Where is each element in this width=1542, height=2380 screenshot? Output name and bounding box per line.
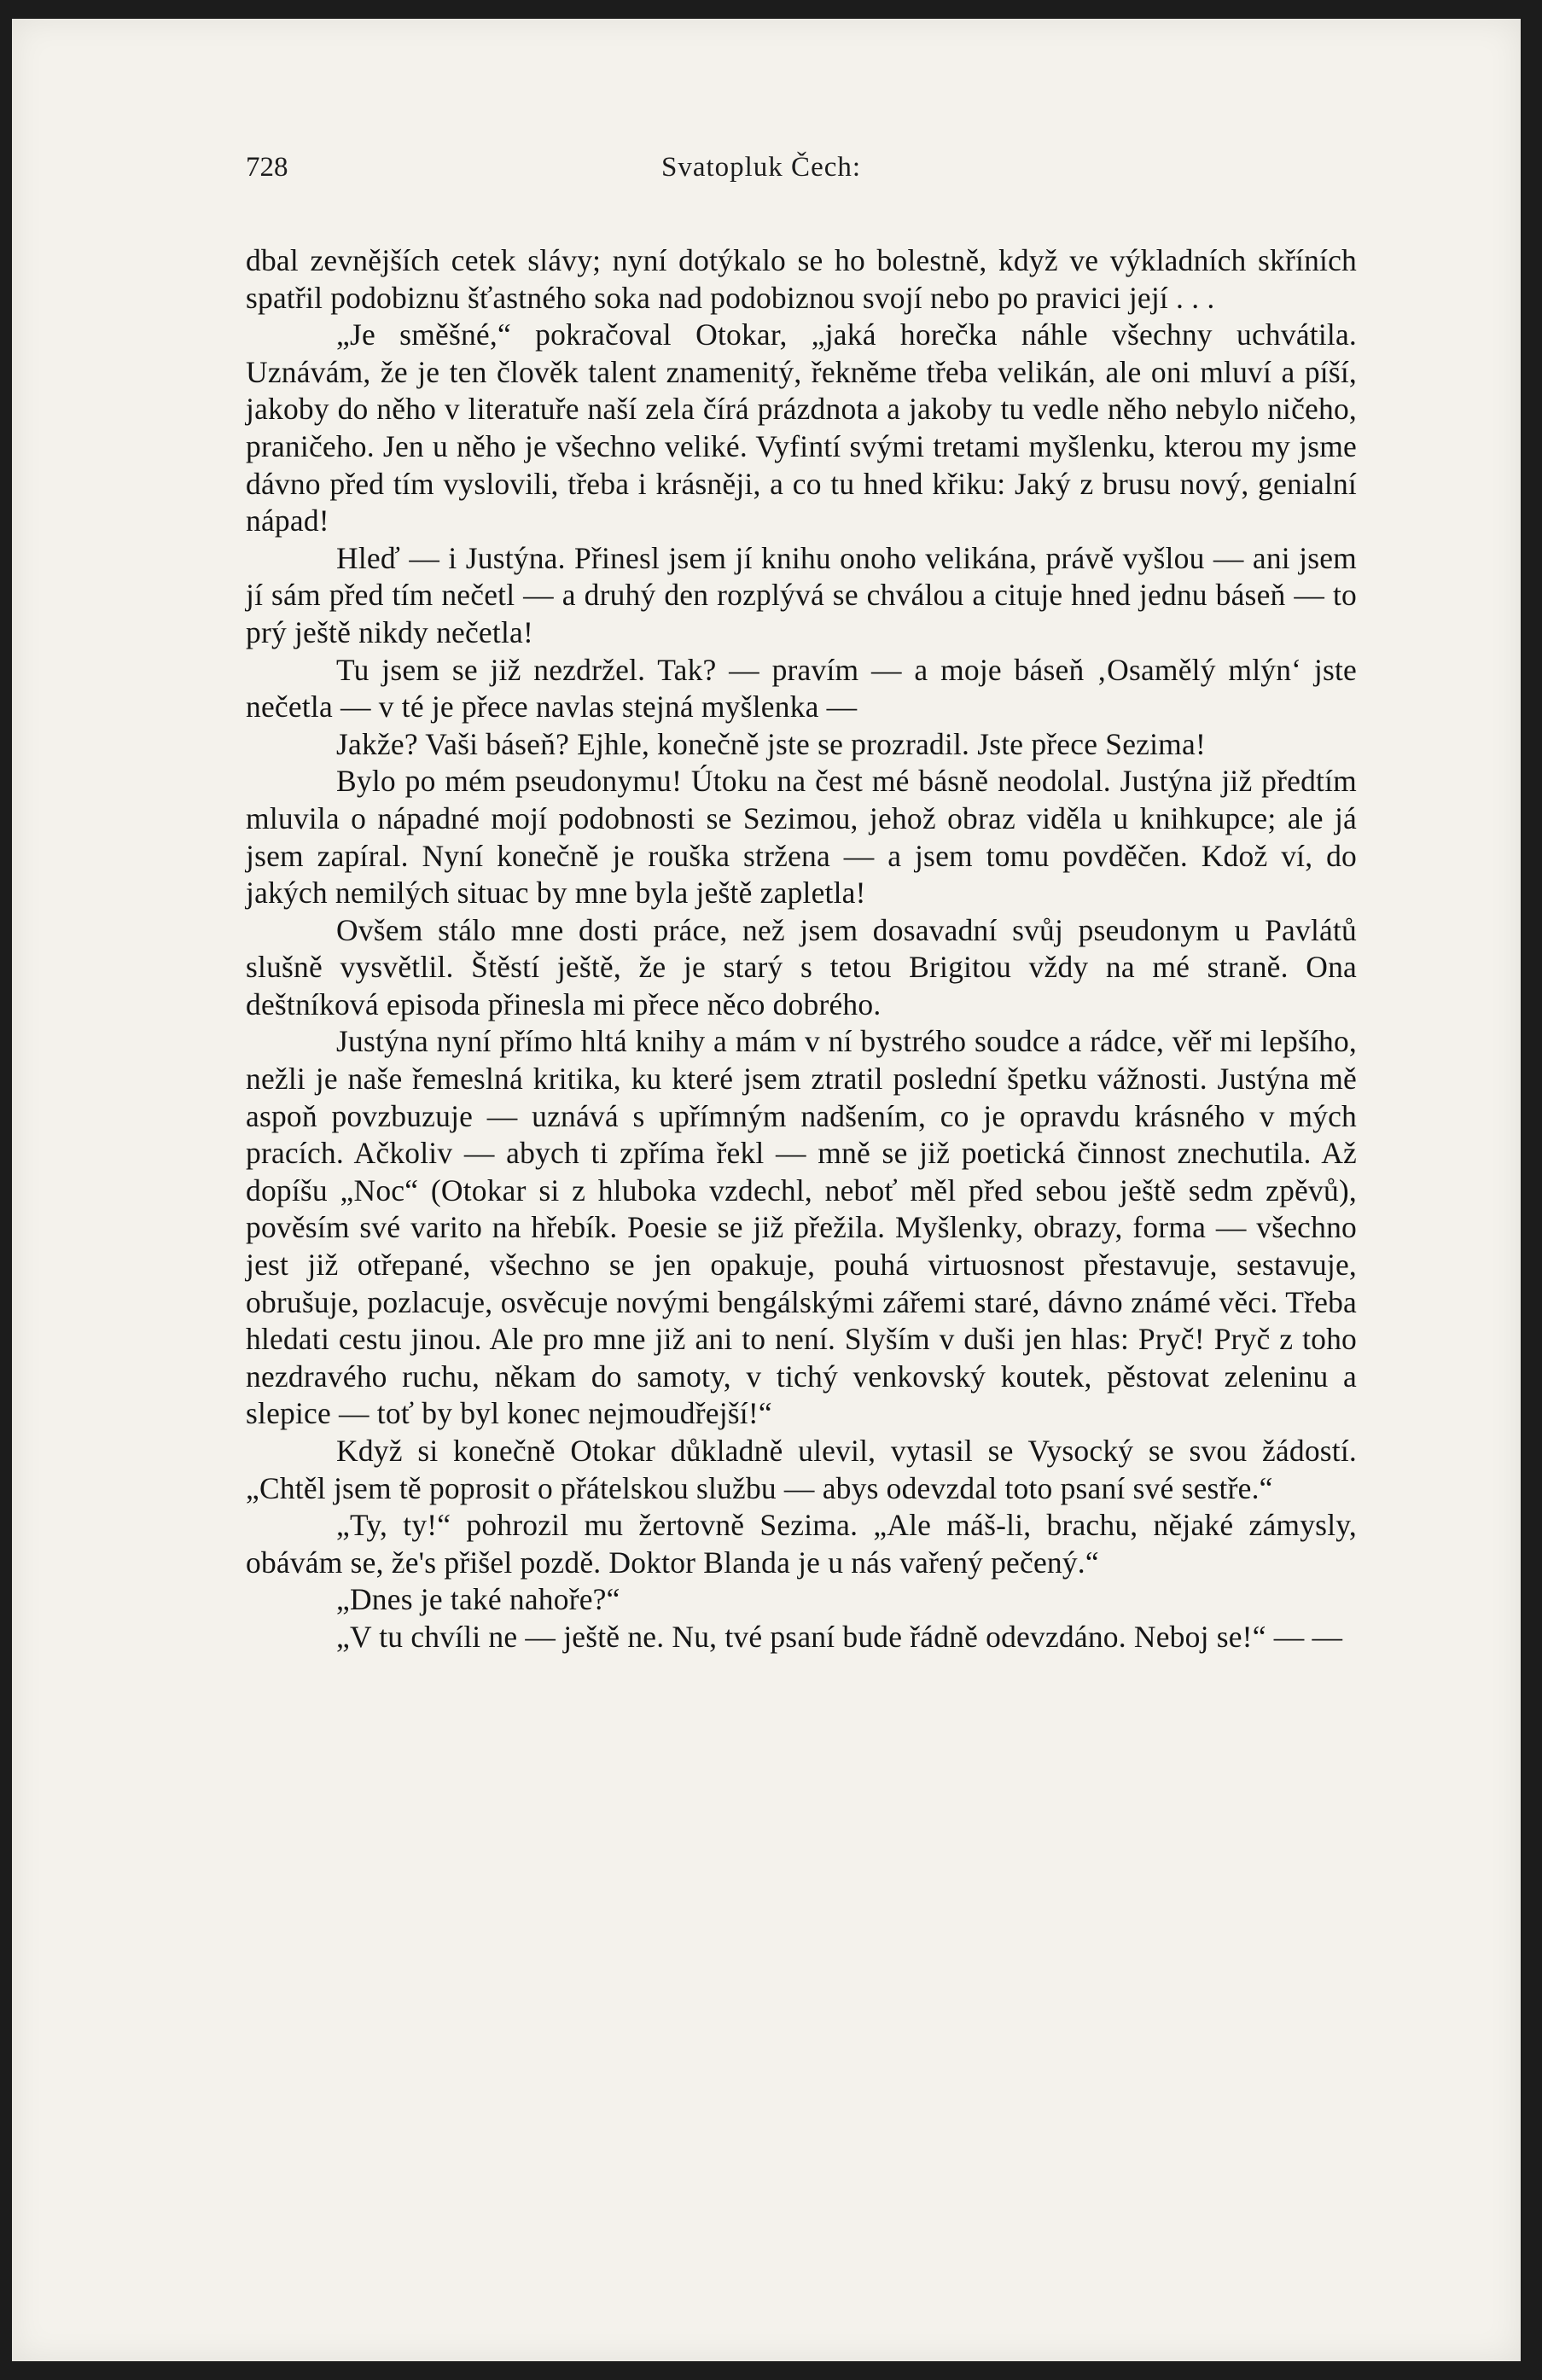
- page-header: [246, 152, 1277, 195]
- paragraph: Jakže? Vaši báseň? Ejhle, konečně jste se prozradil. Jste přece Sezima!: [336, 726, 1206, 761]
- paragraph: Bylo po mém pseudonymu! Útoku na čest mé básně neodolal. Justýna již předtím mluvila o nápadné mojí podobnosti se Sezimou, jehož obraz viděla u knihkupce; ale já jsem zapíral. Nyní konečně je rouška stržena — a jsem tomu povděčen. Kdož ví, do jakých nemilých situac by mne byla ještě zapletla!: [246, 764, 1357, 911]
- paragraph: Hleď — i Justýna. Přinesl jsem jí knihu onoho velikána, právě vyšlou — ani jsem jí sám před tím nečetl — a druhý den rozplývá se chválou a cituje hned jednu báseň — to prý ještě nikdy nečetla!: [246, 540, 1357, 649]
- paragraph: dbal zevnějších cetek slávy; nyní dotýkalo se ho bolestně, když ve výkladních skříních spatřil podobiznu šťastného soka nad podobiznou svojí nebo po pravici její . . .: [246, 243, 1357, 315]
- paragraph: „Ty, ty!“ pohrozil mu žertovně Sezima. „Ale máš-li, brachu, nějaké zámysly, obávám se, že's přišel pozdě. Doktor Blanda je u nás vařený pečený.“: [246, 1508, 1357, 1580]
- paragraph: „Dnes je také nahoře?“: [336, 1582, 620, 1617]
- paragraph: Když si konečně Otokar důkladně ulevil, vytasil se Vysocký se svou žádostí. „Chtěl jsem tě poprosit o přátelskou službu — abys odevzdal toto psaní své sestře.“: [246, 1434, 1357, 1505]
- paragraph: Tu jsem se již nezdržel. Tak? — pravím — a moje báseň ‚Osamělý mlýn‘ jste nečetla — v té je přece navlas stejná myšlenka —: [246, 652, 1357, 724]
- paragraph: Justýna nyní přímo hltá knihy a mám v ní bystrého soudce a rádce, věř mi lepšího, nežli je naše řemeslná kritika, ku které jsem ztratil poslední špetku vážnosti. Justýna mě aspoň povzbuzuje — uznává s upřímným nadšením, co je opravdu krásného v mých pracích. Ačkoliv — abych ti zpříma řekl — mně se již poetická činnost znechutila. Až dopíšu „Noc“ (Otokar si z hluboka vzdechl, neboť měl před sebou ještě sedm zpěvů), pověsím své varito na hřebík. Poesie se již přežila. Myšlenky, obrazy, forma — všechno jest již otřepané, všechno se jen opakuje, pouhá virtuosnost přestavuje, sestavuje, obrušuje, pozlacuje, osvěcuje novými bengálskými zářemi staré, dávno známé věci. Třeba hledati cestu jinou. Ale pro mne již ani to není. Slyším v duši jen hlas: Pryč! Pryč z toho nezdravého ruchu, někam do samoty, v tichý venkovský koutek, pěstovat zeleninu a slepice — toť by byl konec nejmoudřejší!“: [246, 1024, 1357, 1431]
- page-number: 728: [246, 152, 288, 183]
- paragraph: „Je směšné,“ pokračoval Otokar, „jaká horečka náhle všechny uchvátila. Uznávám, že je ten člověk talent znamenitý, řekněme třeba velikán, ale oni mluví a píší, jakoby do něho v literatuře naší zela čírá prázdnota a jakoby tu vedle něho nebylo ničeho, praničeho. Jen u něho je všechno veliké. Vyfintí svými tretami myšlenku, kterou my jsme dávno před tím vyslovili, třeba i krásněji, a co tu hned křiku: Jaký z brusu nový, genialní nápad!: [246, 317, 1357, 538]
- paragraph: Ovšem stálo mne dosti práce, než jsem dosavadní svůj pseudonym u Pavlátů slušně vysvětlil. Štěstí ještě, že je starý s tetou Brigitou vždy na mé straně. Ona deštníková episoda přinesla mi přece něco dobrého.: [246, 912, 1357, 1021]
- text-body: [246, 242, 1357, 1656]
- running-head: Svatopluk Čech:: [660, 152, 862, 183]
- paragraph: „V tu chvíli ne — ještě ne. Nu, tvé psaní bude řádně odevzdáno. Neboj se!“ — —: [336, 1619, 1343, 1654]
